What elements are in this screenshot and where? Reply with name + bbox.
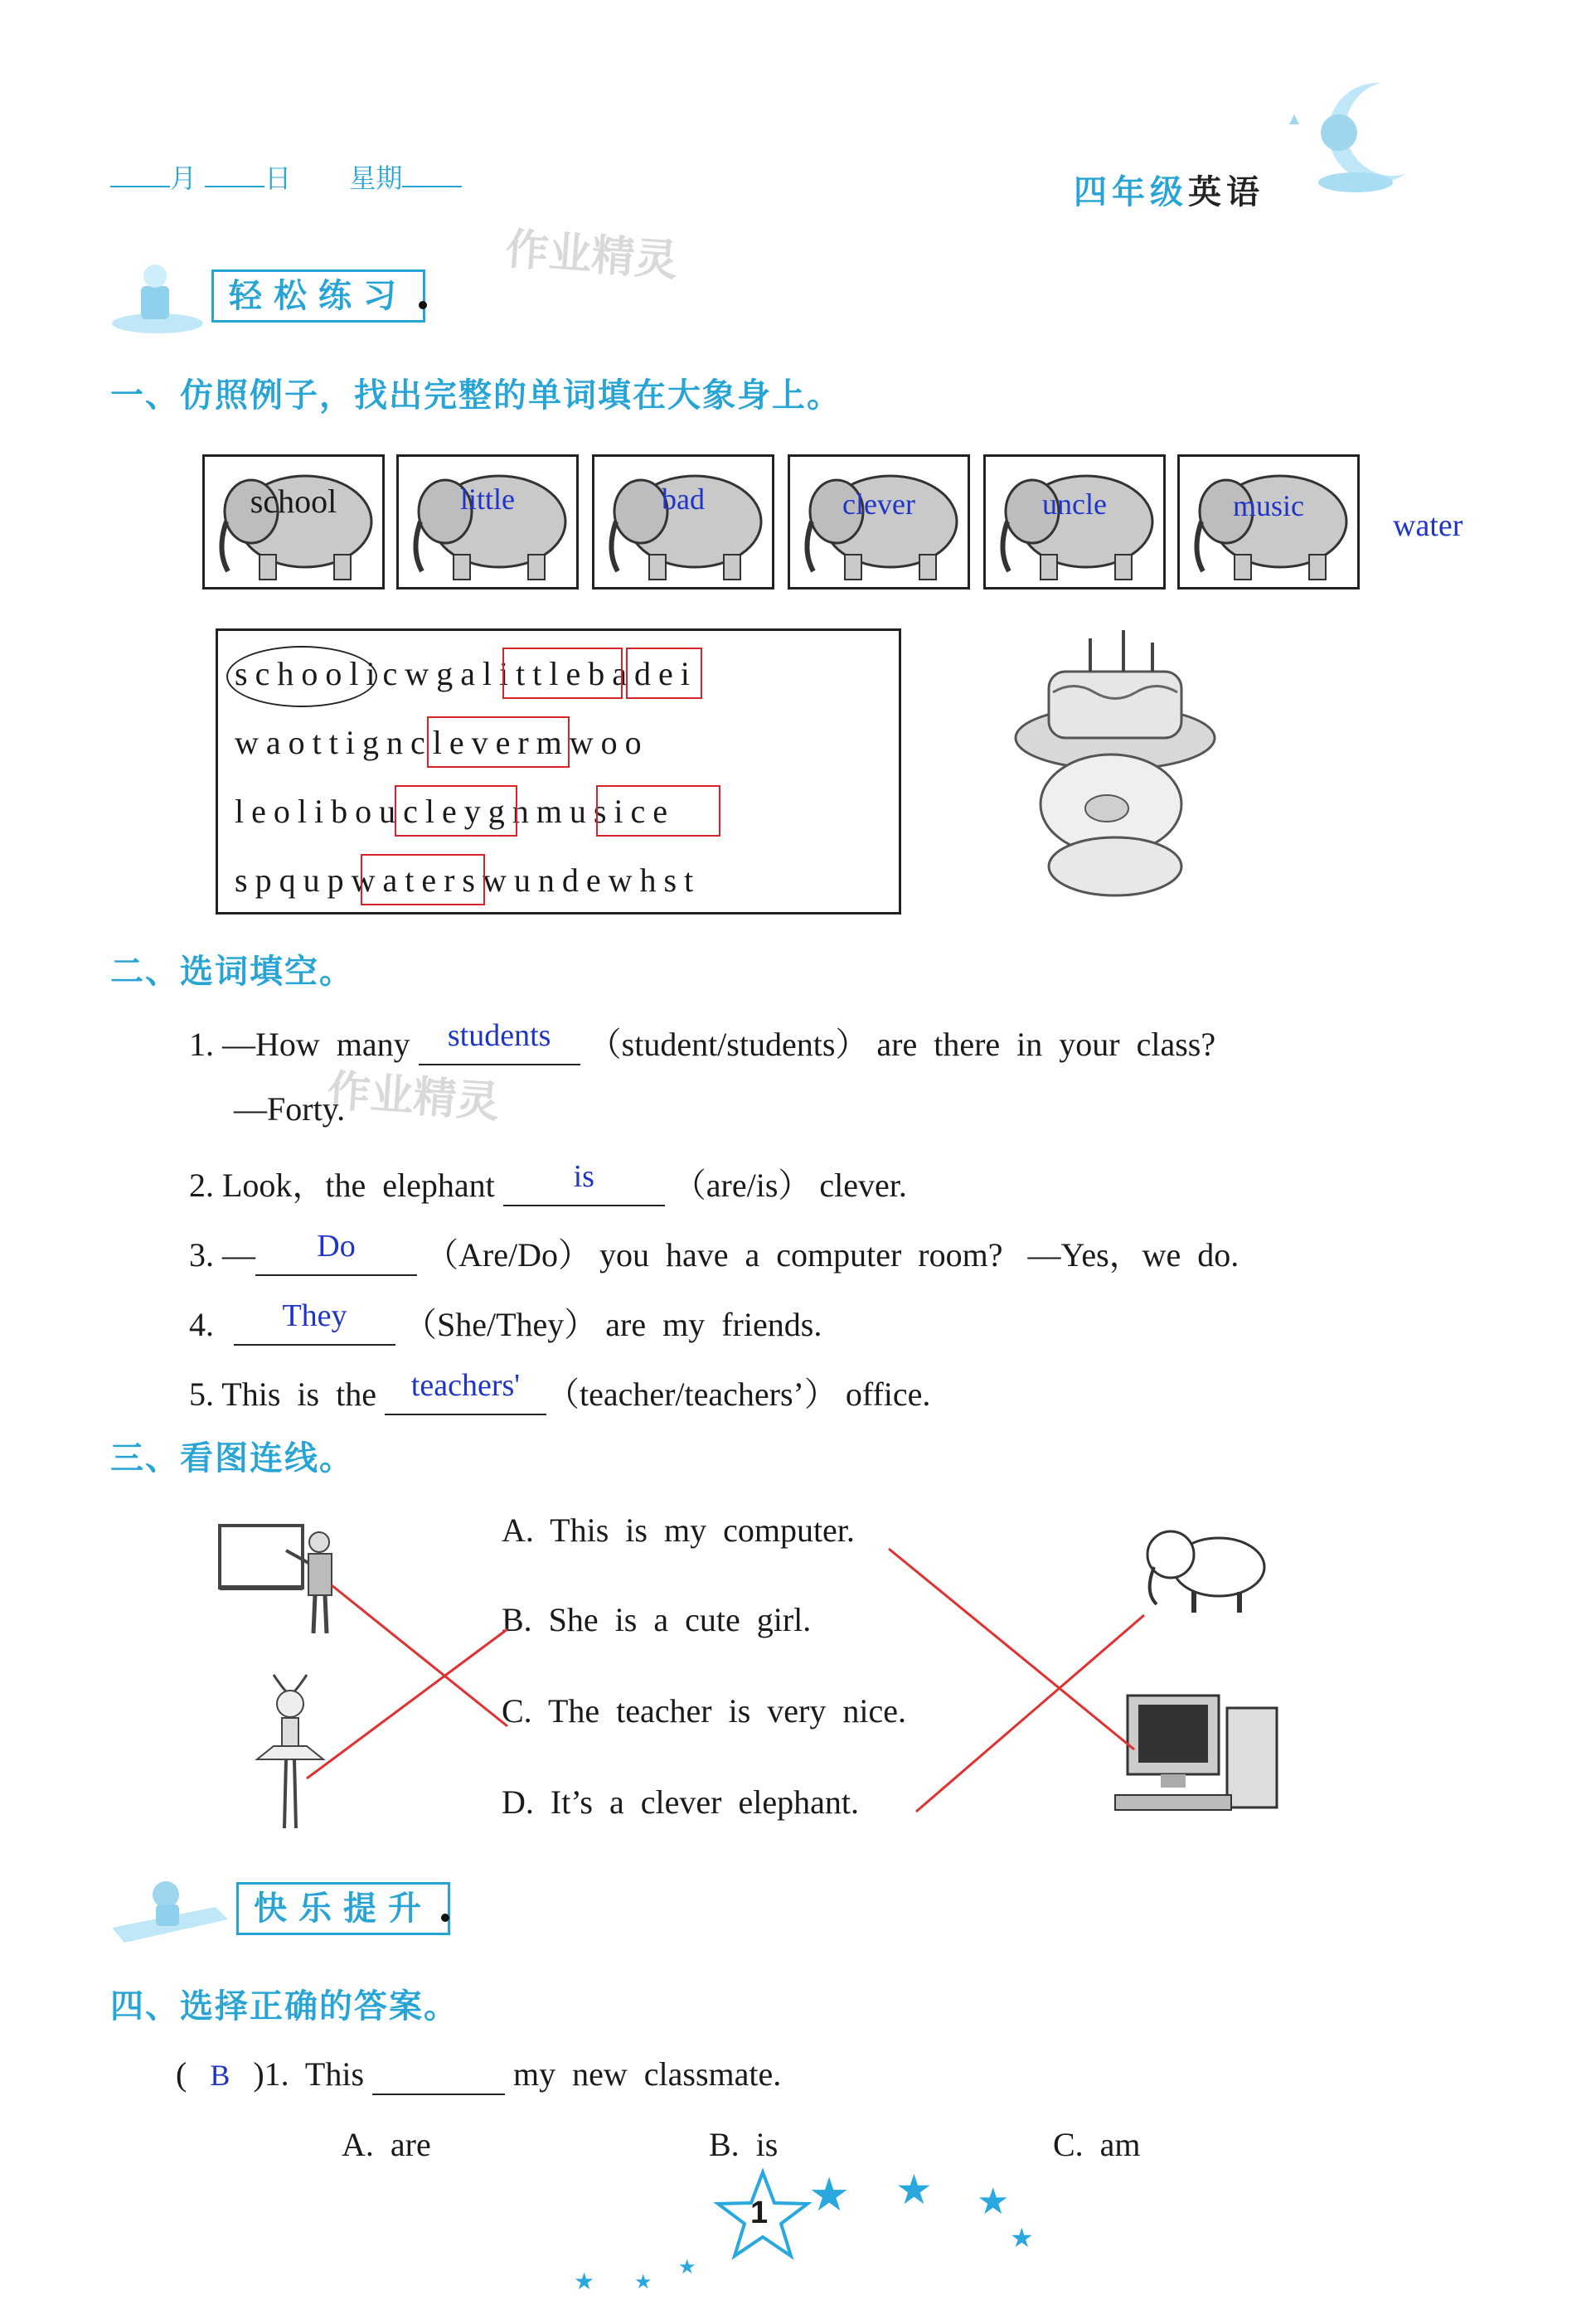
star-icon: ★ [574,2269,595,2295]
watermark: 作业精灵 [503,224,680,287]
match-option-d: D. It’s a clever elephant. [502,1783,859,1821]
question-text: （teacher/teachers’） office. [546,1375,931,1413]
question-number: 1. [189,1026,214,1063]
answer-text: Do [317,1229,356,1264]
question-text: This is the [221,1375,376,1413]
banner-happy-improve-label: 快乐提升 [236,1882,450,1935]
question-text: )1. This [253,2055,365,2093]
question-number: 2. [189,1167,214,1204]
star-icon: ★ [977,2181,1010,2222]
question-text: （Are/Do） you have a computer room? —Yes，we do. [425,1236,1239,1274]
page-number: 1 [750,2195,769,2230]
question-number: 5. [189,1375,214,1413]
question-text: Look，the elephant [222,1167,495,1204]
elephant-word: music [1233,489,1304,522]
question-text: （are/is） clever. [672,1167,907,1204]
answer-blank[interactable] [372,2055,505,2095]
choice-a[interactable]: A. are [342,2126,431,2163]
section-4-title: 四、选择正确的答案。 [110,1987,458,2026]
grid-row: waottignclevermwoo [235,724,649,761]
answer-text: students [447,1018,551,1053]
grade-label: 四年级 [1074,173,1188,211]
section-3-title: 三、看图连线。 [110,1439,354,1477]
question-number: 4. [189,1306,214,1343]
paren-open: ( [176,2055,187,2093]
banner-easy-practice-label: 轻松练习 [211,269,425,323]
banner-happy-improve [236,1882,450,1929]
star-icon: ★ [895,2166,933,2213]
grid-row: leoliboucleygnmusice [235,793,676,830]
choice-answer[interactable]: B [210,2059,230,2092]
month-label: 月 [170,163,197,194]
question-text: （student/students） are there in your class? [588,1026,1216,1063]
day-label: 日 [264,163,292,194]
match-option-b: B. She is a cute girl. [502,1601,812,1638]
star-icon: ★ [634,2272,652,2293]
choice-b[interactable]: B. is [709,2126,779,2163]
star-icon: ★ [1010,2223,1034,2253]
star-icon: ★ [808,2170,851,2221]
elephant-word: school [250,483,337,520]
weekday-label: 星期 [349,163,403,194]
match-option-a: A. This is my computer. [502,1511,855,1549]
answer-text: is [573,1159,594,1194]
banner-dot [441,1914,449,1922]
question-text: my new classmate. [513,2055,782,2093]
elephant-word: little [460,483,515,516]
section-1-title: 一、仿照例子，找出完整的单词填在大象身上。 [110,376,842,415]
subject-label: 英语 [1188,173,1264,211]
question-text: — [222,1236,255,1274]
extra-word: water [1393,508,1463,543]
match-option-c: C. The teacher is very nice. [502,1692,906,1730]
question-text: （She/They） are my friends. [404,1306,822,1343]
elephant-word: bad [662,483,705,516]
answer-text: They [282,1298,347,1333]
elephant-word: uncle [1042,488,1107,521]
choice-c[interactable]: C. am [1053,2126,1141,2163]
section-2-title: 二、选词填空。 [110,953,354,991]
question-1-reply: —Forty. [234,1090,346,1128]
watermark: 作业精灵 [325,1065,502,1128]
question-number: 3. [189,1236,214,1274]
grid-row: spqupwaterswundewhst [235,861,701,899]
elephant-word: clever [842,488,915,521]
choice-question-1 [176,2055,781,2095]
answer-text: teachers' [410,1368,521,1403]
girl-on-pencil-icon [108,1870,232,1953]
star-icon: ★ [678,2257,696,2278]
question-text: —How many [222,1026,410,1063]
grid-row: schoolicwgalittlebadei [235,655,697,692]
